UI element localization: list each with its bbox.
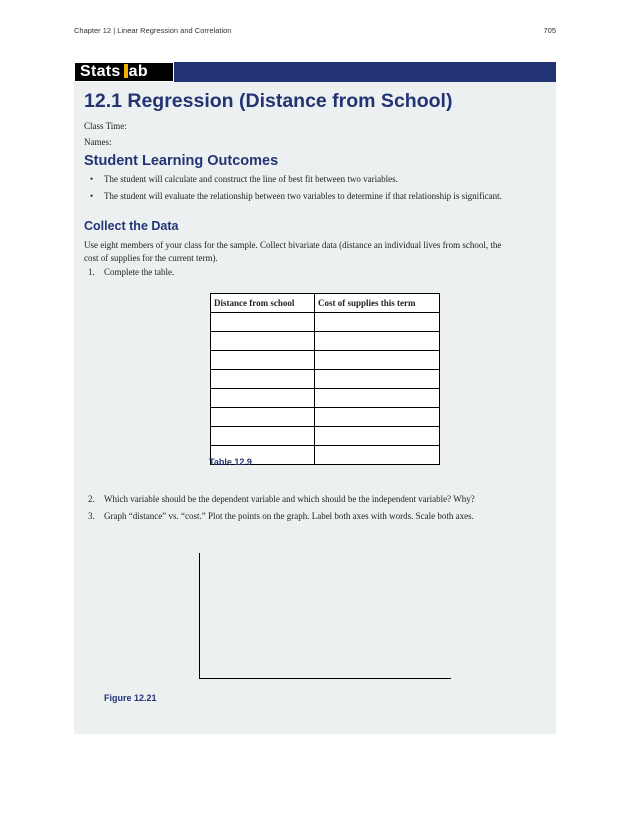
graph-x-axis (199, 678, 451, 679)
table-cell[interactable] (315, 389, 440, 408)
table-row (211, 370, 440, 389)
table-cell[interactable] (315, 351, 440, 370)
lab-panel (74, 82, 556, 734)
stats-lab-banner (74, 62, 556, 82)
table-cell[interactable] (211, 351, 315, 370)
table-cell[interactable] (211, 427, 315, 446)
table-cell[interactable] (211, 313, 315, 332)
col-distance-header: Distance from school (211, 294, 315, 313)
table-row (211, 427, 440, 446)
outcome-item: • The student will evaluate the relationship between two variables to determine if that relationship is significant. (92, 191, 502, 201)
names-label: Names: (84, 137, 112, 147)
outcome-item: • The student will calculate and construct the line of best fit between two variables. (92, 174, 398, 184)
collect-data-heading: Collect the Data (84, 219, 179, 233)
table-cell[interactable] (315, 313, 440, 332)
page-number: 705 (543, 26, 556, 35)
question-2: 2. Which variable should be the dependent variable and which should be the independent variable? Why? (88, 494, 475, 504)
table-row (211, 351, 440, 370)
table-cell[interactable] (315, 446, 440, 465)
table-cell[interactable] (315, 427, 440, 446)
table-cell[interactable] (315, 370, 440, 389)
table-cell[interactable] (211, 408, 315, 427)
chapter-title: Chapter 12 | Linear Regression and Correlation (74, 26, 232, 35)
table-row (211, 332, 440, 351)
class-time-label: Class Time: (84, 121, 127, 131)
running-head (74, 26, 556, 35)
graph-y-axis (199, 553, 200, 679)
table-row (211, 408, 440, 427)
data-table (210, 293, 440, 465)
logo-bar-icon (124, 64, 128, 78)
outcomes-heading: Student Learning Outcomes (84, 153, 279, 169)
table-header-row (211, 294, 440, 313)
table-row (211, 313, 440, 332)
table-cell[interactable] (315, 332, 440, 351)
table-cell[interactable] (211, 389, 315, 408)
lab-title: 12.1 Regression (Distance from School) (84, 90, 453, 112)
table-cell[interactable] (315, 408, 440, 427)
stats-lab-logo: Stats ab (74, 62, 174, 82)
col-cost-header: Cost of supplies this term (315, 294, 440, 313)
figure-caption: Figure 12.21 (104, 693, 157, 703)
table-cell[interactable] (211, 370, 315, 389)
question-1: 1. Complete the table. (88, 267, 175, 277)
table-caption: Table 12.9 (209, 457, 252, 467)
collect-intro: Use eight members of your class for the sample. Collect bivariate data (distance an individual lives from school, the cost of supplies for the current term). (84, 240, 502, 263)
question-3: 3. Graph “distance” vs. “cost.” Plot the points on the graph. Label both axes with words. Scale both axes. (88, 511, 474, 521)
table-row (211, 389, 440, 408)
table-cell[interactable] (211, 332, 315, 351)
